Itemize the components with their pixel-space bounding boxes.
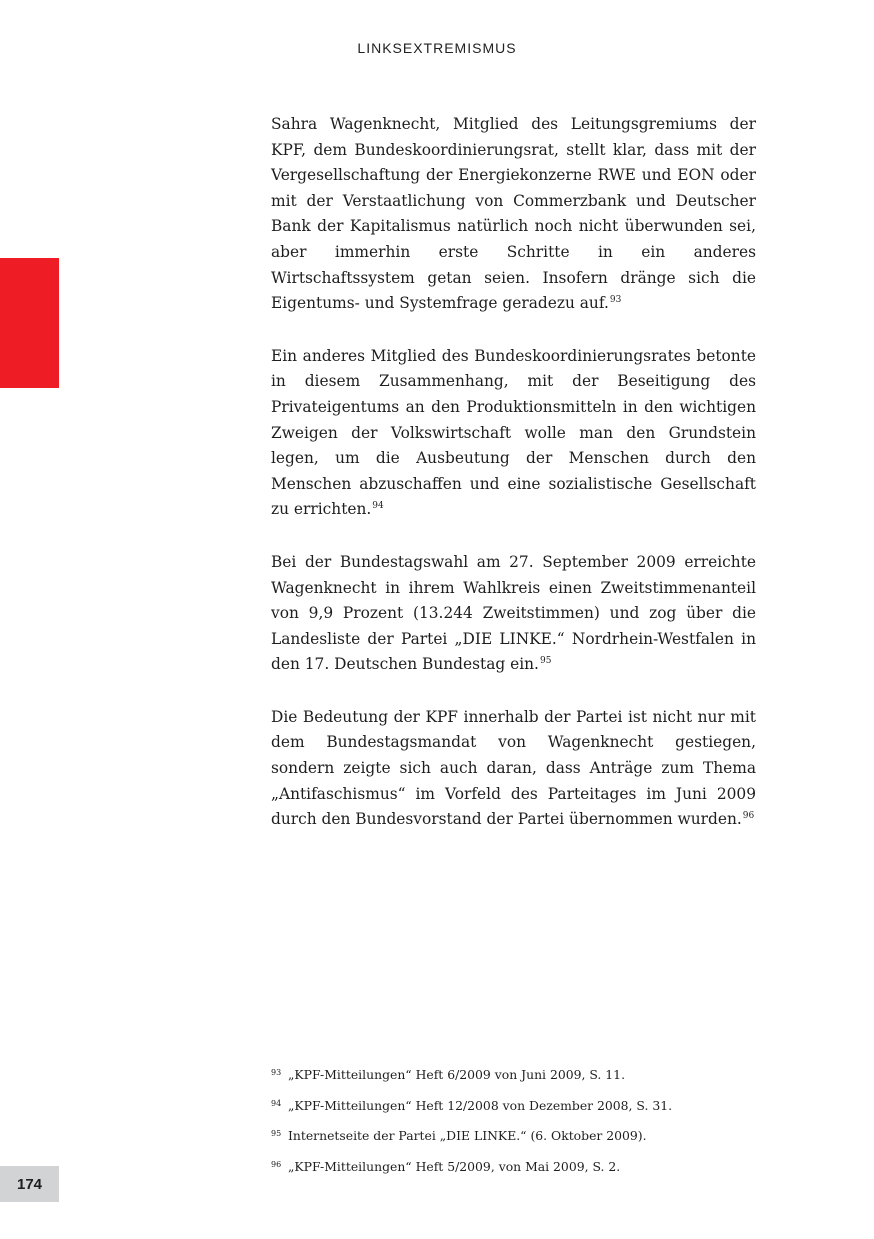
body-text <box>271 112 756 860</box>
paragraph-text: Sahra Wagenknecht, Mitglied des Leitungsgremiums der KPF, dem Bundeskoordinierungsrat, stellt klar, dass mit der Vergesellschaftung der Energiekonzerne RWE und EON oder mit der Verstaatlichung von Commerzbank und Deutscher Bank der Kapitalismus natürlich noch nicht überwunden sei, aber immerhin erste Schritte in ein anderes Wirtschaftssystem getan seien. Insofern dränge sich die Eigentums- und Systemfrage geradezu auf. <box>271 115 756 313</box>
paragraph <box>271 550 756 678</box>
running-head: LINKSEXTREMISMUS <box>357 40 517 56</box>
footnote-ref[interactable]: 95 <box>539 656 552 667</box>
chapter-marker-tab <box>0 258 59 388</box>
paragraph-text: Die Bedeutung der KPF innerhalb der Partei ist nicht nur mit dem Bundestagsmandat von Wagenknecht gestiegen, sondern zeigte sich auch daran, dass Anträge zum Thema „Antifaschismus“ im Vorfeld des Parteitages im Juni 2009 durch den Bundesvorstand der Partei übernommen wurden. <box>271 707 756 829</box>
footnote <box>271 1158 756 1178</box>
footnote-text: „KPF-Mitteilungen“ Heft 12/2008 von Dezember 2008, S. 31. <box>288 1097 673 1113</box>
footnote-number: 94 <box>271 1098 282 1108</box>
paragraph-text: Ein anderes Mitglied des Bundeskoordinierungsrates betonte in diesem Zusammenhang, mit der Beseitigung des Privateigentums an den Produktionsmitteln in den wichtigen Zweigen der Volkswirtschaft wolle man den Grundstein legen, um die Ausbeutung der Menschen durch den Menschen abzuschaffen und eine sozialistische Gesellschaft zu errichten. <box>271 346 756 519</box>
paragraph <box>271 705 756 833</box>
footnote-ref[interactable]: 94 <box>372 501 384 512</box>
footnote-ref[interactable]: 96 <box>742 811 755 822</box>
footnote-ref[interactable]: 93 <box>609 295 622 306</box>
footnote <box>271 1097 756 1117</box>
paragraph <box>271 344 756 523</box>
page-number: 174 <box>0 1166 59 1202</box>
footnote-number: 95 <box>271 1129 282 1138</box>
footnote <box>271 1127 756 1147</box>
footnote-text: „KPF-Mitteilungen“ Heft 5/2009, von Mai 2009, S. 2. <box>288 1158 621 1174</box>
footnote-number: 93 <box>271 1068 282 1077</box>
paragraph-text: Bei der Bundestagswahl am 27. September 2009 erreichte Wagenknecht in ihrem Wahlkreis einen Zweitstimmenanteil von 9,9 Prozent (13.244 Zweitstimmen) und zog über die Landesliste der Partei „DIE LINKE.“ Nordrhein-Westfalen in den 17. Deutschen Bundestag ein. <box>271 552 756 674</box>
footnote <box>271 1066 756 1086</box>
footnotes <box>271 1066 756 1188</box>
footnote-number: 96 <box>271 1159 282 1169</box>
footnote-text: „KPF-Mitteilungen“ Heft 6/2009 von Juni 2009, S. 11. <box>288 1067 626 1082</box>
paragraph <box>271 112 756 317</box>
footnote-text: Internetseite der Partei „DIE LINKE.“ (6. Oktober 2009). <box>288 1128 647 1143</box>
